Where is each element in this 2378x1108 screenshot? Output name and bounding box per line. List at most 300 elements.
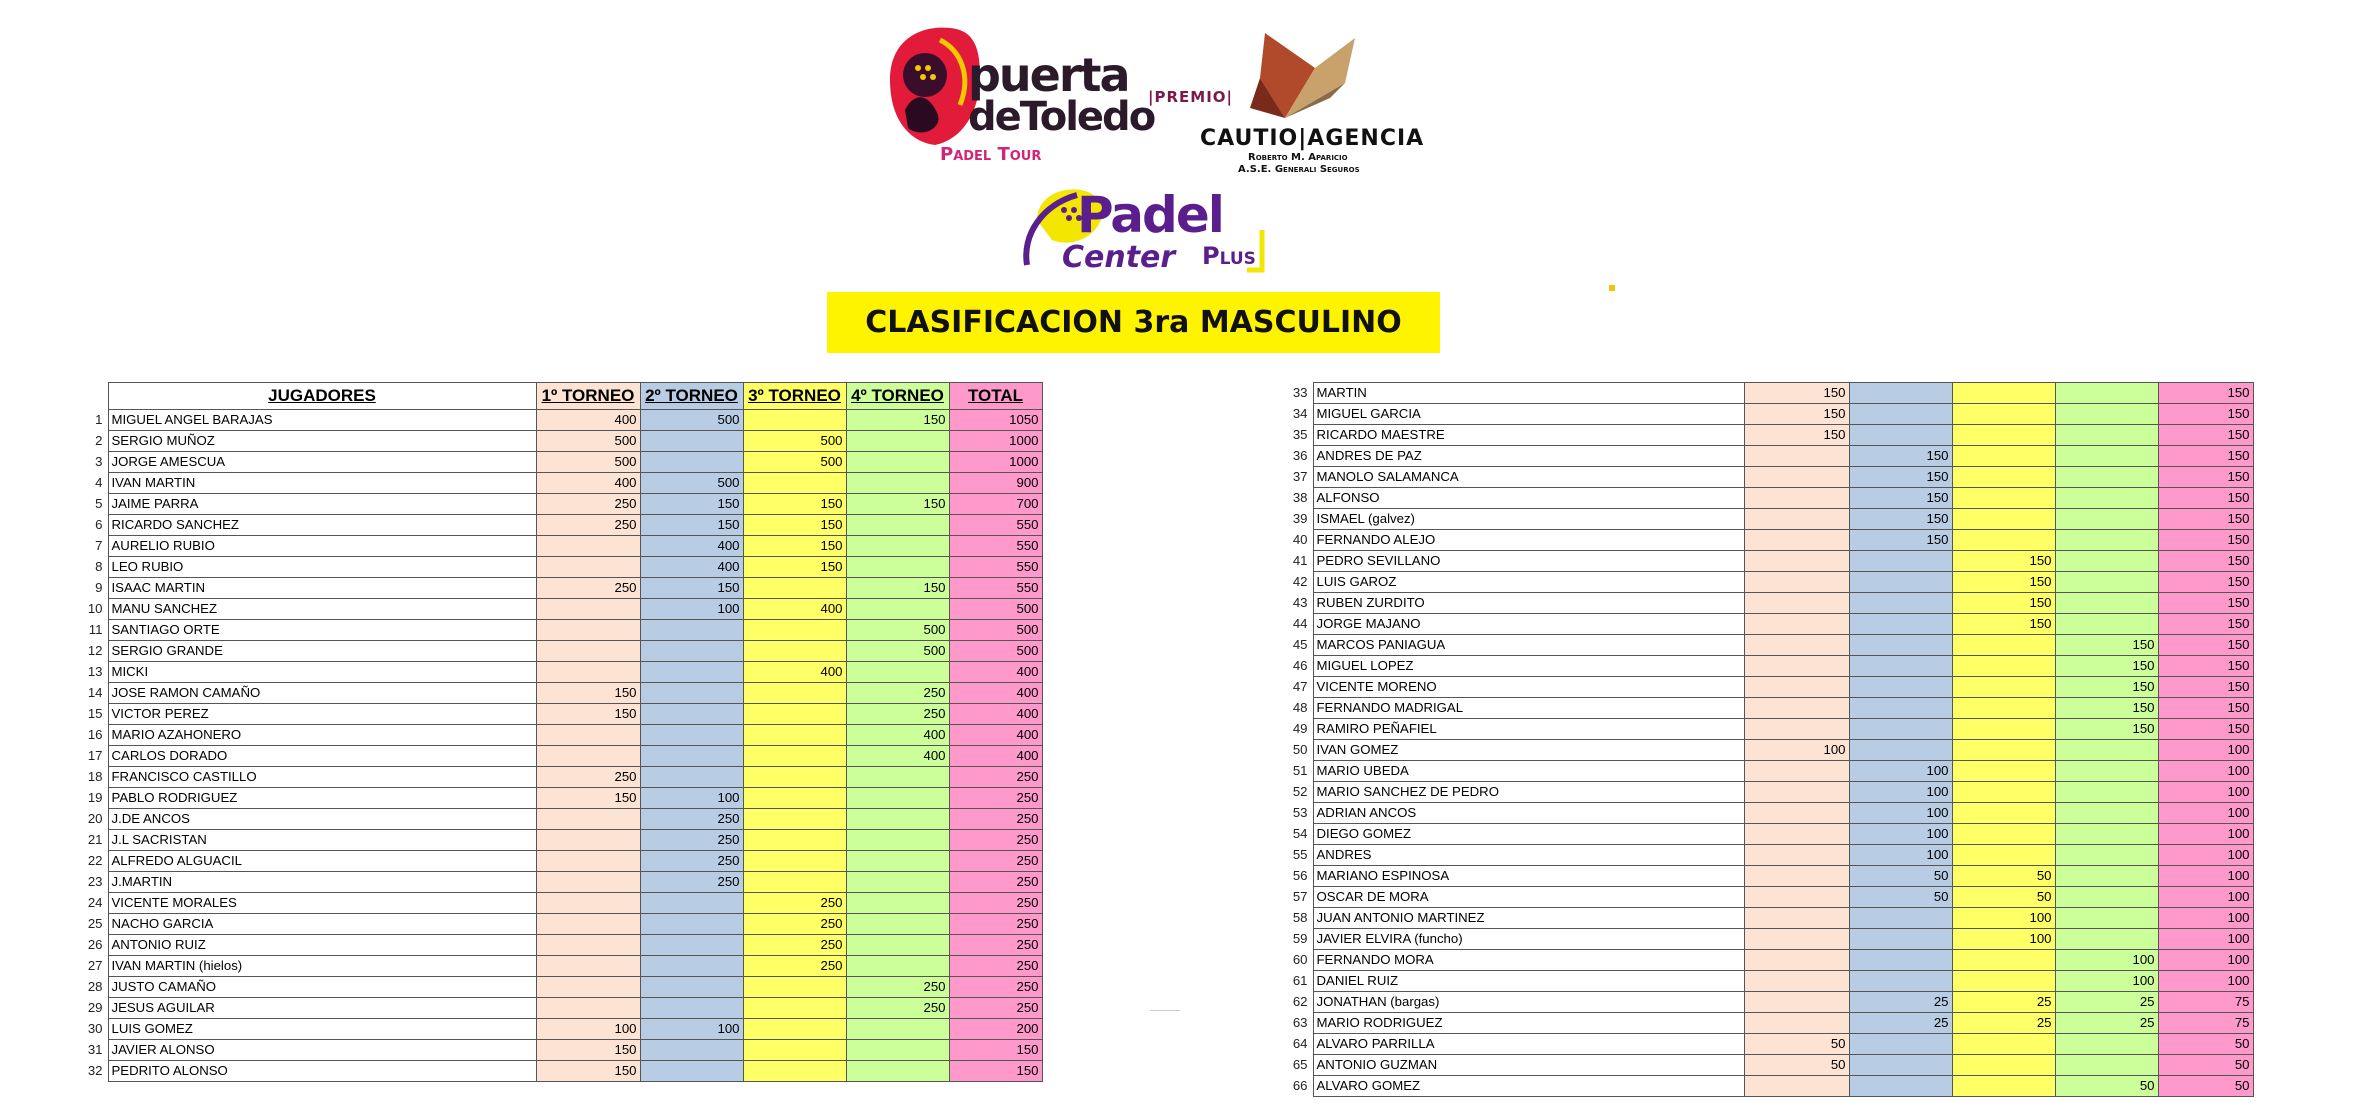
torneo3-cell [1952, 761, 2055, 782]
torneo1-cell [536, 746, 640, 767]
torneo3-cell [1952, 950, 2055, 971]
page-title: CLASIFICACION 3ra MASCULINO [865, 305, 1402, 340]
rank-cell: 23 [78, 872, 108, 893]
torneo3-cell [1952, 656, 2055, 677]
torneo3-cell: 100 [1952, 908, 2055, 929]
total-cell: 400 [949, 746, 1042, 767]
torneo4-cell [2055, 824, 2158, 845]
table-row [78, 1061, 1042, 1082]
torneo1-cell: 100 [536, 1019, 640, 1040]
total-cell: 50 [2158, 1055, 2253, 1076]
table-row [78, 473, 1042, 494]
cautio-name: CAUTIO|AGENCIA [1200, 126, 1425, 151]
puerta-wordmark: puerta [968, 48, 1129, 102]
player-name-cell: ALFREDO ALGUACIL [108, 851, 536, 872]
total-cell: 150 [2158, 719, 2253, 740]
torneo4-cell: 400 [846, 725, 949, 746]
header-players: JUGADORES [108, 383, 536, 410]
total-cell: 250 [949, 767, 1042, 788]
table-row [78, 494, 1042, 515]
torneo1-cell [1744, 635, 1849, 656]
torneo4-cell: 500 [846, 641, 949, 662]
player-name-cell: FERNANDO MADRIGAL [1313, 698, 1744, 719]
torneo2-cell: 25 [1849, 1013, 1952, 1034]
player-name-cell: J.MARTIN [108, 872, 536, 893]
player-name-cell: IVAN GOMEZ [1313, 740, 1744, 761]
total-cell: 250 [949, 872, 1042, 893]
torneo2-cell [640, 641, 743, 662]
torneo4-cell [846, 788, 949, 809]
rank-cell: 7 [78, 536, 108, 557]
torneo1-cell [536, 599, 640, 620]
torneo2-cell [640, 935, 743, 956]
rank-cell: 42 [1278, 572, 1313, 593]
torneo3-cell [1952, 677, 2055, 698]
torneo1-cell: 250 [536, 578, 640, 599]
torneo4-cell [846, 473, 949, 494]
player-name-cell: ANDRES [1313, 845, 1744, 866]
player-name-cell: MARIO UBEDA [1313, 761, 1744, 782]
torneo3-cell [1952, 1076, 2055, 1097]
header-t2: 2º TORNEO [640, 383, 743, 410]
torneo3-cell [1952, 509, 2055, 530]
table-row [78, 935, 1042, 956]
torneo2-cell [1849, 719, 1952, 740]
table-row [1278, 992, 2253, 1013]
torneo2-cell [1849, 656, 1952, 677]
total-cell: 100 [2158, 803, 2253, 824]
rank-cell: 12 [78, 641, 108, 662]
rank-cell: 24 [78, 893, 108, 914]
torneo4-cell: 500 [846, 620, 949, 641]
torneo1-cell [536, 557, 640, 578]
torneo3-cell: 150 [1952, 593, 2055, 614]
torneo2-cell [640, 704, 743, 725]
torneo3-cell [743, 1019, 846, 1040]
player-name-cell: SERGIO MUÑOZ [108, 431, 536, 452]
total-cell: 500 [949, 599, 1042, 620]
torneo3-cell [743, 809, 846, 830]
table-row [78, 830, 1042, 851]
rank-cell: 34 [1278, 404, 1313, 425]
torneo4-cell [846, 1061, 949, 1082]
cautio-insurer: A.S.E. Generali Seguros [1238, 164, 1360, 175]
center-wordmark: Center [1062, 240, 1176, 275]
player-name-cell: JONATHAN (bargas) [1313, 992, 1744, 1013]
torneo3-cell [1952, 383, 2055, 404]
ranking-table-left [78, 382, 1043, 1082]
torneo1-cell [536, 830, 640, 851]
total-cell: 100 [2158, 761, 2253, 782]
torneo1-cell [536, 998, 640, 1019]
torneo3-cell: 150 [743, 557, 846, 578]
table-row [1278, 929, 2253, 950]
torneo2-cell [1849, 383, 1952, 404]
table-row [1278, 488, 2253, 509]
table-row [78, 1040, 1042, 1061]
total-cell: 250 [949, 935, 1042, 956]
torneo4-cell: 150 [2055, 635, 2158, 656]
player-name-cell: LUIS GAROZ [1313, 572, 1744, 593]
total-cell: 1050 [949, 410, 1042, 431]
torneo4-cell: 150 [2055, 719, 2158, 740]
torneo2-cell: 150 [1849, 530, 1952, 551]
total-cell: 1000 [949, 431, 1042, 452]
table-row [78, 578, 1042, 599]
total-cell: 250 [949, 977, 1042, 998]
header-row [78, 383, 1042, 410]
table-row [78, 599, 1042, 620]
torneo2-cell: 150 [1849, 488, 1952, 509]
table-row [1278, 740, 2253, 761]
total-cell: 550 [949, 557, 1042, 578]
player-name-cell: MIGUEL ANGEL BARAJAS [108, 410, 536, 431]
total-cell: 100 [2158, 950, 2253, 971]
torneo2-cell [640, 683, 743, 704]
torneo3-cell: 400 [743, 662, 846, 683]
player-name-cell: ISAAC MARTIN [108, 578, 536, 599]
torneo4-cell [846, 872, 949, 893]
torneo1-cell: 150 [536, 704, 640, 725]
rank-cell: 19 [78, 788, 108, 809]
rank-cell: 46 [1278, 656, 1313, 677]
total-cell: 550 [949, 536, 1042, 557]
torneo2-cell [640, 977, 743, 998]
total-cell: 100 [2158, 740, 2253, 761]
torneo1-cell [1744, 824, 1849, 845]
torneo3-cell [743, 830, 846, 851]
table-row [1278, 908, 2253, 929]
table-row [1278, 635, 2253, 656]
player-name-cell: IVAN MARTIN (hielos) [108, 956, 536, 977]
header-total: TOTAL [949, 383, 1042, 410]
total-cell: 50 [2158, 1034, 2253, 1055]
total-cell: 150 [2158, 404, 2253, 425]
table-row [78, 1019, 1042, 1040]
player-name-cell: ADRIAN ANCOS [1313, 803, 1744, 824]
torneo2-cell [1849, 425, 1952, 446]
rank-cell: 32 [78, 1061, 108, 1082]
torneo2-cell: 100 [640, 599, 743, 620]
total-cell: 200 [949, 1019, 1042, 1040]
player-name-cell: JOSE RAMON CAMAÑO [108, 683, 536, 704]
player-name-cell: VICENTE MORENO [1313, 677, 1744, 698]
total-cell: 400 [949, 662, 1042, 683]
torneo1-cell [536, 641, 640, 662]
player-name-cell: ALVARO GOMEZ [1313, 1076, 1744, 1097]
player-name-cell: MARIO SANCHEZ DE PEDRO [1313, 782, 1744, 803]
torneo4-cell: 150 [2055, 677, 2158, 698]
table-row [1278, 425, 2253, 446]
torneo4-cell [846, 536, 949, 557]
rank-cell: 60 [1278, 950, 1313, 971]
table-row [78, 977, 1042, 998]
torneo2-cell [640, 662, 743, 683]
table-row [1278, 719, 2253, 740]
torneo3-cell [743, 746, 846, 767]
torneo2-cell: 100 [1849, 824, 1952, 845]
padel-wordmark: Padel [1077, 186, 1223, 244]
torneo2-cell: 500 [640, 473, 743, 494]
rank-cell: 37 [1278, 467, 1313, 488]
total-cell: 75 [2158, 1013, 2253, 1034]
rank-cell: 25 [78, 914, 108, 935]
torneo4-cell [2055, 887, 2158, 908]
torneo2-cell [1849, 614, 1952, 635]
player-name-cell: DANIEL RUIZ [1313, 971, 1744, 992]
player-name-cell: RUBEN ZURDITO [1313, 593, 1744, 614]
torneo1-cell [1744, 950, 1849, 971]
player-name-cell: FRANCISCO CASTILLO [108, 767, 536, 788]
player-name-cell: DIEGO GOMEZ [1313, 824, 1744, 845]
torneo3-cell: 25 [1952, 992, 2055, 1013]
torneo4-cell [846, 809, 949, 830]
torneo3-cell [743, 767, 846, 788]
torneo3-cell: 50 [1952, 866, 2055, 887]
total-cell: 250 [949, 851, 1042, 872]
total-cell: 100 [2158, 908, 2253, 929]
table-row [1278, 1034, 2253, 1055]
total-cell: 150 [2158, 635, 2253, 656]
torneo2-cell [1849, 1055, 1952, 1076]
total-cell: 400 [949, 683, 1042, 704]
rank-cell: 56 [1278, 866, 1313, 887]
torneo3-cell [1952, 488, 2055, 509]
rank-cell: 27 [78, 956, 108, 977]
rank-cell: 28 [78, 977, 108, 998]
rank-cell: 66 [1278, 1076, 1313, 1097]
total-cell: 150 [2158, 551, 2253, 572]
torneo4-cell [2055, 425, 2158, 446]
player-name-cell: FERNANDO MORA [1313, 950, 1744, 971]
table-row [78, 788, 1042, 809]
torneo4-cell [846, 515, 949, 536]
rank-cell: 14 [78, 683, 108, 704]
table-row [1278, 845, 2253, 866]
table-row [78, 872, 1042, 893]
divider [1150, 1010, 1180, 1011]
torneo1-cell [536, 725, 640, 746]
torneo3-cell [743, 788, 846, 809]
torneo1-cell [1744, 761, 1849, 782]
torneo1-cell [536, 620, 640, 641]
rank-cell: 10 [78, 599, 108, 620]
total-cell: 250 [949, 956, 1042, 977]
torneo1-cell [536, 851, 640, 872]
total-cell: 100 [2158, 971, 2253, 992]
torneo4-cell [2055, 509, 2158, 530]
player-name-cell: RICARDO SANCHEZ [108, 515, 536, 536]
torneo1-cell [1744, 992, 1849, 1013]
torneo2-cell: 50 [1849, 866, 1952, 887]
table-row [1278, 572, 2253, 593]
torneo2-cell [1849, 698, 1952, 719]
total-cell: 150 [2158, 509, 2253, 530]
player-name-cell: LUIS GOMEZ [108, 1019, 536, 1040]
torneo4-cell: 100 [2055, 950, 2158, 971]
torneo2-cell [640, 956, 743, 977]
table-row [78, 956, 1042, 977]
rank-cell: 41 [1278, 551, 1313, 572]
torneo1-cell: 150 [536, 1061, 640, 1082]
torneo4-cell: 400 [846, 746, 949, 767]
total-cell: 75 [2158, 992, 2253, 1013]
total-cell: 100 [2158, 845, 2253, 866]
player-name-cell: JAVIER ALONSO [108, 1040, 536, 1061]
torneo1-cell [1744, 509, 1849, 530]
player-name-cell: ANDRES DE PAZ [1313, 446, 1744, 467]
table-row [1278, 887, 2253, 908]
torneo2-cell: 250 [640, 872, 743, 893]
header-t1: 1º TORNEO [536, 383, 640, 410]
table-row [1278, 614, 2253, 635]
torneo2-cell [1849, 404, 1952, 425]
table-row [78, 641, 1042, 662]
total-cell: 150 [2158, 593, 2253, 614]
torneo3-cell: 250 [743, 956, 846, 977]
torneo2-cell: 150 [1849, 509, 1952, 530]
torneo1-cell [1744, 656, 1849, 677]
torneo3-cell [743, 998, 846, 1019]
table-row [78, 431, 1042, 452]
ranking-table-right [1278, 382, 2254, 1097]
total-cell: 100 [2158, 866, 2253, 887]
torneo4-cell [846, 599, 949, 620]
torneo3-cell [743, 704, 846, 725]
table-row [78, 893, 1042, 914]
torneo4-cell [846, 431, 949, 452]
torneo4-cell [2055, 782, 2158, 803]
rank-cell: 6 [78, 515, 108, 536]
total-cell: 150 [949, 1061, 1042, 1082]
torneo2-cell: 50 [1849, 887, 1952, 908]
rank-cell: 38 [1278, 488, 1313, 509]
torneo1-cell [1744, 614, 1849, 635]
torneo4-cell [2055, 761, 2158, 782]
torneo1-cell [536, 914, 640, 935]
torneo4-cell: 150 [2055, 698, 2158, 719]
rank-cell: 33 [1278, 383, 1313, 404]
player-name-cell: MARIO AZAHONERO [108, 725, 536, 746]
padel-tour-label: Padel Tour [940, 144, 1042, 165]
total-cell: 250 [949, 809, 1042, 830]
torneo2-cell [1849, 950, 1952, 971]
torneo1-cell: 400 [536, 473, 640, 494]
player-name-cell: MARCOS PANIAGUA [1313, 635, 1744, 656]
torneo3-cell [1952, 824, 2055, 845]
torneo1-cell [1744, 572, 1849, 593]
player-name-cell: CARLOS DORADO [108, 746, 536, 767]
torneo1-cell [536, 536, 640, 557]
player-name-cell: JAVIER ELVIRA (funcho) [1313, 929, 1744, 950]
torneo4-cell: 50 [2055, 1076, 2158, 1097]
table-row [1278, 551, 2253, 572]
player-name-cell: OSCAR DE MORA [1313, 887, 1744, 908]
premio-label: |PREMIO| [1148, 88, 1234, 106]
torneo1-cell [1744, 782, 1849, 803]
player-name-cell: ALFONSO [1313, 488, 1744, 509]
cautio-logo [1190, 28, 1430, 183]
torneo4-cell: 250 [846, 977, 949, 998]
torneo4-cell [2055, 593, 2158, 614]
torneo4-cell: 150 [846, 578, 949, 599]
torneo3-cell [743, 977, 846, 998]
torneo4-cell [846, 956, 949, 977]
total-cell: 250 [949, 788, 1042, 809]
rank-cell: 59 [1278, 929, 1313, 950]
rank-cell: 13 [78, 662, 108, 683]
player-name-cell: NACHO GARCIA [108, 914, 536, 935]
torneo1-cell [1744, 446, 1849, 467]
torneo4-cell [2055, 467, 2158, 488]
table-body-left [78, 410, 1042, 1082]
torneo1-cell [1744, 866, 1849, 887]
torneo2-cell: 500 [640, 410, 743, 431]
rank-cell: 50 [1278, 740, 1313, 761]
rank-cell: 36 [1278, 446, 1313, 467]
rank-cell: 16 [78, 725, 108, 746]
table-row [78, 620, 1042, 641]
total-cell: 1000 [949, 452, 1042, 473]
table-row [78, 725, 1042, 746]
total-cell: 250 [949, 914, 1042, 935]
rank-cell: 39 [1278, 509, 1313, 530]
padel-center-logo [1022, 180, 1272, 280]
player-name-cell: MARIANO ESPINOSA [1313, 866, 1744, 887]
torneo4-cell [846, 1019, 949, 1040]
table-row [1278, 698, 2253, 719]
total-cell: 150 [2158, 383, 2253, 404]
torneo4-cell [2055, 572, 2158, 593]
torneo1-cell: 150 [1744, 425, 1849, 446]
total-cell: 900 [949, 473, 1042, 494]
torneo2-cell [640, 452, 743, 473]
torneo2-cell: 400 [640, 536, 743, 557]
table-row [78, 809, 1042, 830]
torneo4-cell [2055, 1055, 2158, 1076]
player-name-cell: JORGE AMESCUA [108, 452, 536, 473]
torneo3-cell [1952, 803, 2055, 824]
torneo4-cell: 150 [2055, 656, 2158, 677]
torneo3-cell [743, 641, 846, 662]
rank-cell: 11 [78, 620, 108, 641]
torneo2-cell [1849, 677, 1952, 698]
total-cell: 550 [949, 515, 1042, 536]
torneo1-cell: 150 [536, 683, 640, 704]
rank-cell: 53 [1278, 803, 1313, 824]
player-name-cell: JORGE MAJANO [1313, 614, 1744, 635]
torneo3-cell [743, 410, 846, 431]
table-row [1278, 824, 2253, 845]
rank-cell: 22 [78, 851, 108, 872]
player-name-cell: ANTONIO GUZMAN [1313, 1055, 1744, 1076]
rank-cell: 15 [78, 704, 108, 725]
total-cell: 150 [2158, 488, 2253, 509]
header-t3: 3º TORNEO [743, 383, 846, 410]
torneo3-cell: 150 [1952, 551, 2055, 572]
total-cell: 100 [2158, 782, 2253, 803]
torneo2-cell: 150 [1849, 446, 1952, 467]
rank-cell: 9 [78, 578, 108, 599]
torneo3-cell [743, 683, 846, 704]
rank-cell: 40 [1278, 530, 1313, 551]
torneo1-cell [536, 935, 640, 956]
player-name-cell: MIGUEL LOPEZ [1313, 656, 1744, 677]
player-name-cell: PEDRO SEVILLANO [1313, 551, 1744, 572]
torneo2-cell [1849, 572, 1952, 593]
torneo1-cell [1744, 971, 1849, 992]
rank-cell: 8 [78, 557, 108, 578]
